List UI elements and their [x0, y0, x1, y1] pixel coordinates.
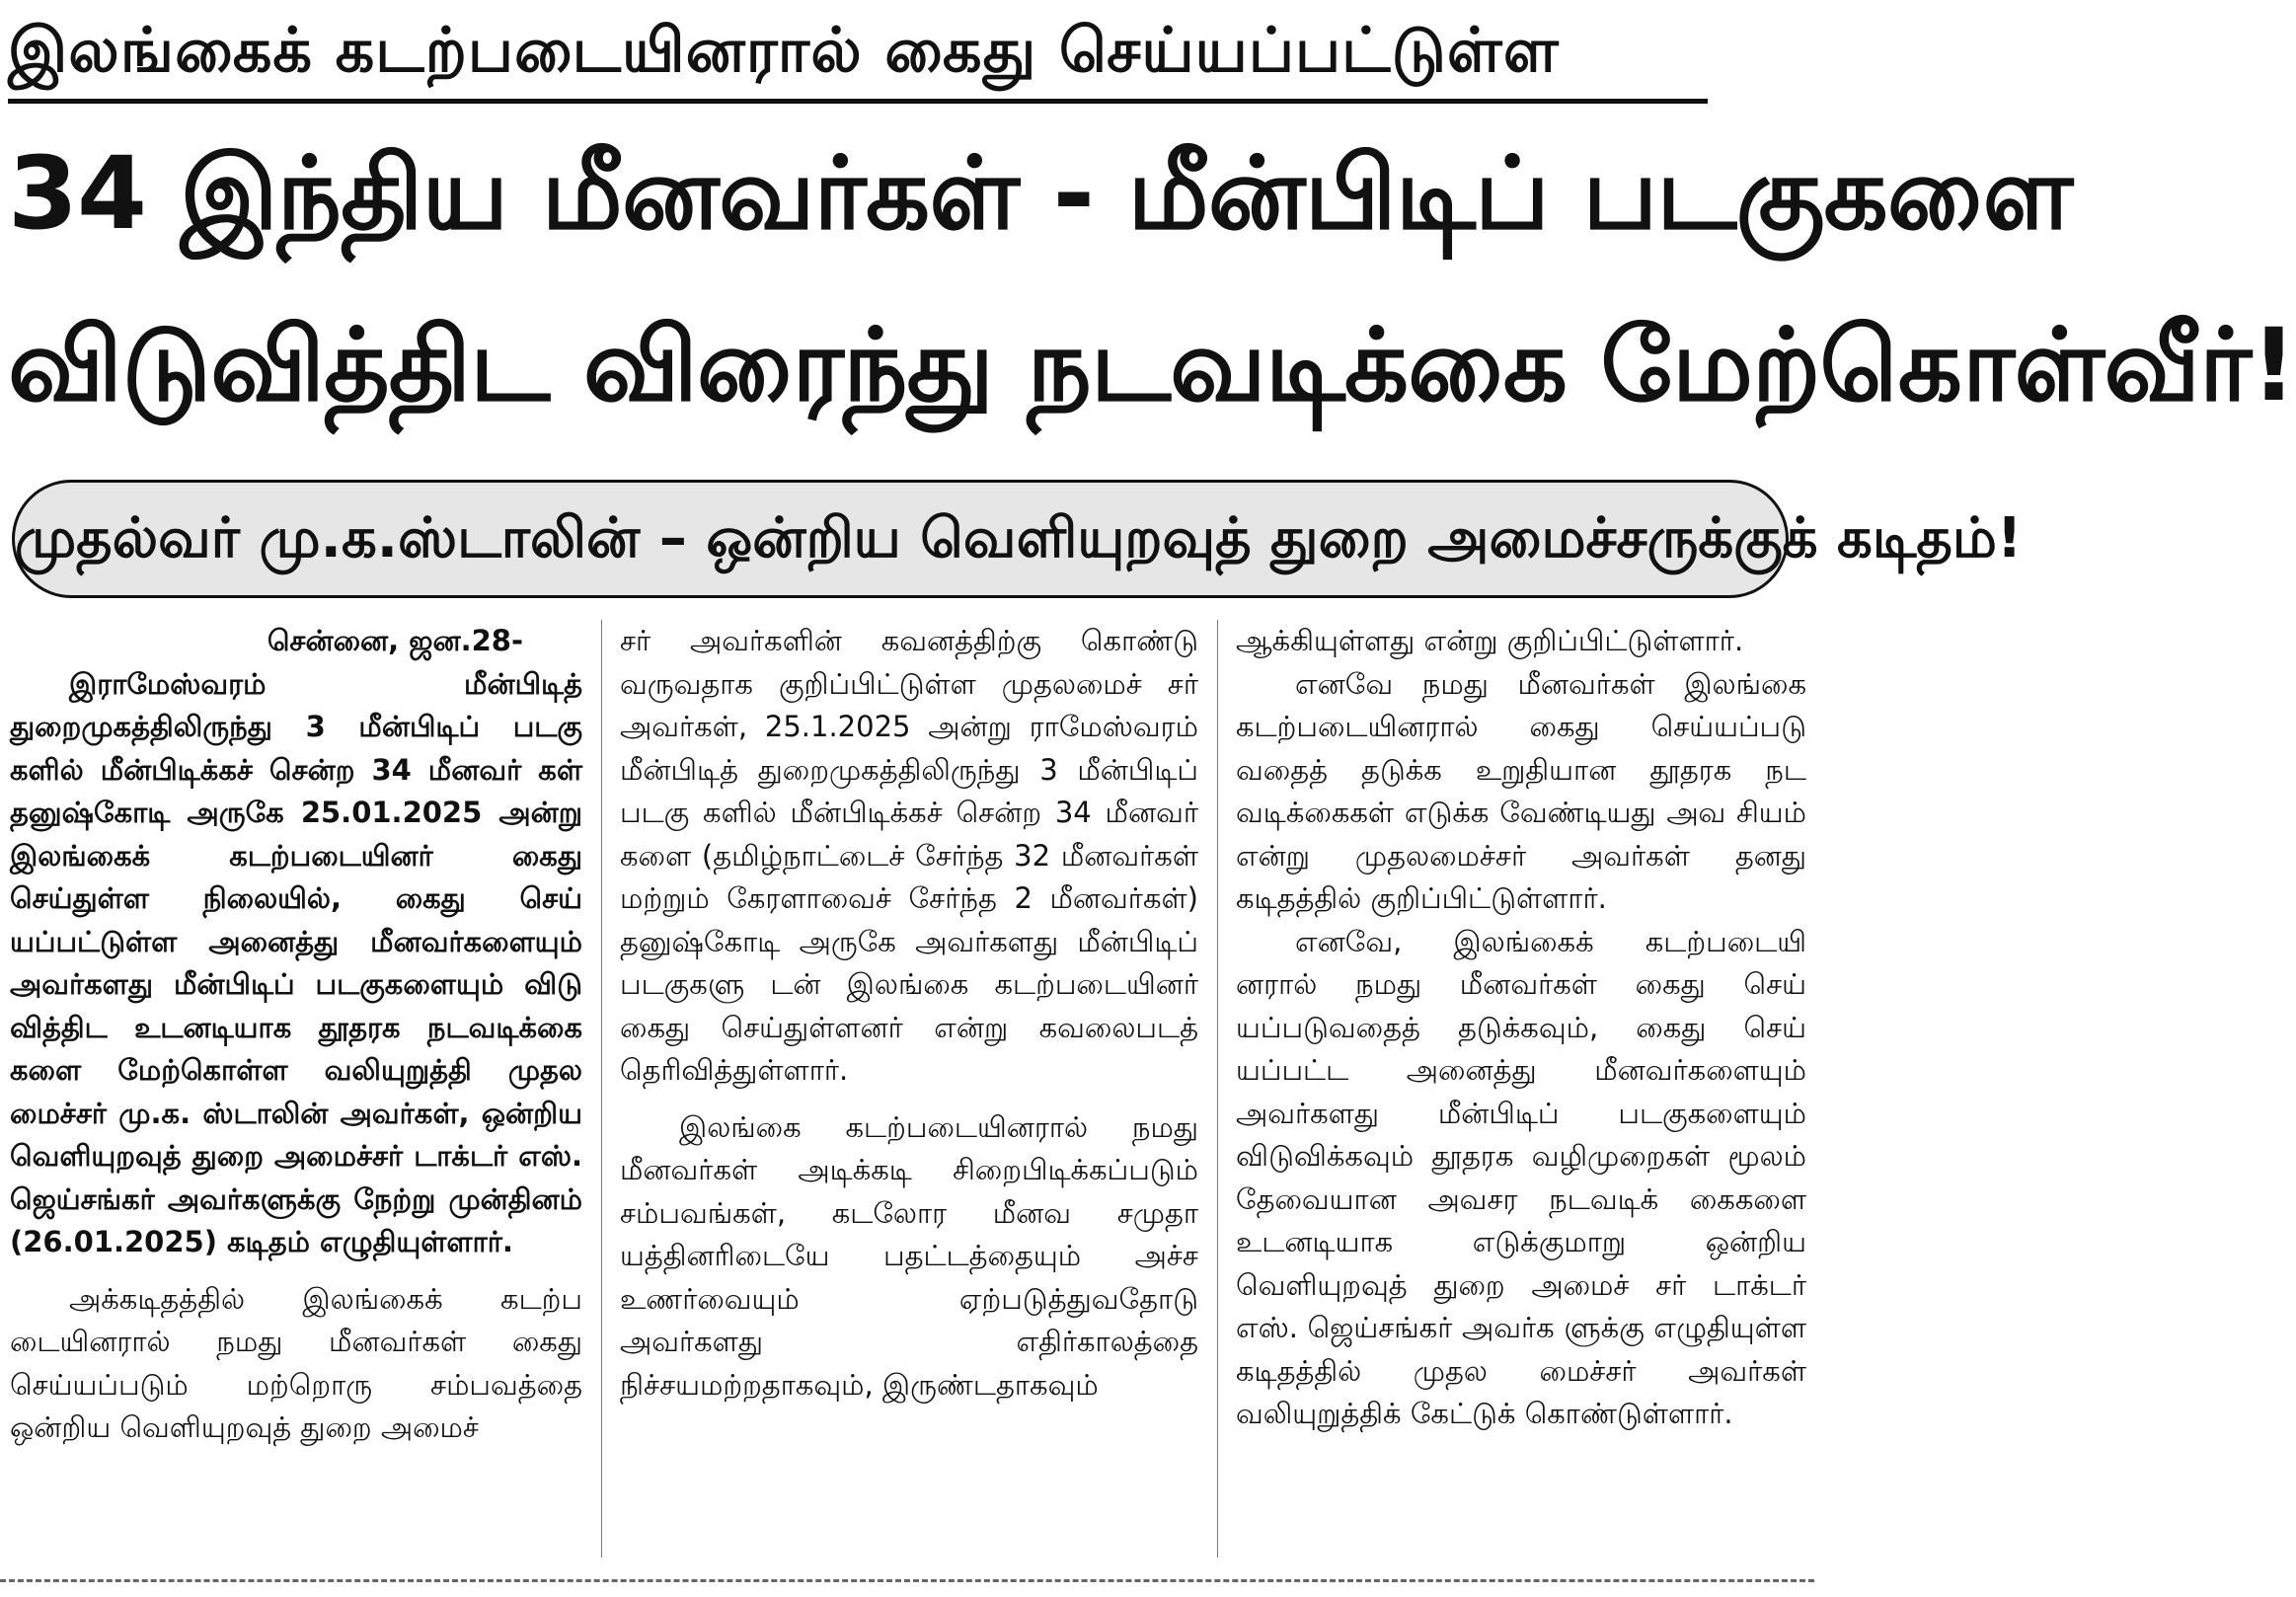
column-divider — [1217, 620, 1218, 1558]
paragraph: இலங்கை கடற்படையினரால் நமது மீனவர்கள் அடிக்கடி சிறைபிடிக்கப்படும் சம்பவங்கள், கடலோர மீனவ சமுதா யத்தினரிடையே பதட்டத்தையும் அச்ச உணர்வையும் ஏற்படுத்துவதோடு அவர்களது எதிர்காலத்தை நிச்சயமற்றதாகவும், இருண்டதாகவும் — [620, 1109, 1198, 1402]
paragraph: அக்கடிதத்தில் இலங்கைக் கடற்ப டையினரால் நமது மீனவர்கள் கைது செய்யப்படும் மற்றொரு சம்பவத்தை ஒன்றிய வெளியுறவுத் துறை அமைச் — [10, 1281, 582, 1444]
article-column-1 — [10, 620, 582, 1558]
paragraph: எனவே, இலங்கைக் கடற்படையி னரால் நமது மீனவர்கள் கைது செய் யப்படுவதைத் தடுக்கவும், கைது செய் யப்பட்ட அனைத்து மீனவர்களையும் அவர்களது மீன்பிடிப் படகுகளையும் விடுவிக்கவும் தூதரக வழிமுறைகள் மூலம் தேவையான அவசர நடவடிக் கைகளை உடனடியாக எடுக்குமாறு ஒன்றிய வெளியுறவுத் துறை அமைச் சர் டாக்டர் எஸ். ஜெய்சங்கர் அவர்க ளுக்கு எழுதியுள்ள கடிதத்தில் முதல மைச்சர் அவர்கள் வலியுறுத்திக் கேட்டுக் கொண்டுள்ளார். — [1236, 924, 1806, 1430]
paragraph: எனவே நமது மீனவர்கள் இலங்கை கடற்படையினரால் கைது செய்யப்படு வதைத் தடுக்க உறுதியான தூதரக நட வடிக்கைகள் எடுக்க வேண்டியது அவ சியம் என்று முதலமைச்சர் அவர்கள் தனது கடிதத்தில் குறிப்பிட்டுள்ளார். — [1236, 666, 1806, 915]
kicker-underline — [8, 99, 1708, 104]
dashed-bottom-border — [0, 1579, 1814, 1582]
article-column-2 — [620, 620, 1198, 1558]
paragraph: இராமேஸ்வரம் மீன்பிடித் துறைமுகத்திலிருந்து 3 மீன்பிடிப் படகு களில் மீன்பிடிக்கச் சென்ற 34 மீனவர் கள் தனுஷ்கோடி அருகே 25.01.2025 அன்று இலங்கைக் கடற்படையினர் கைது செய்துள்ள நிலையில், கைது செய் யப்பட்டுள்ள அனைத்து மீனவர்களையும் அவர்களது மீன்பிடிப் படகுகளையும் விடு வித்திட உடனடியாக தூதரக நடவடிக்கை களை மேற்கொள்ள வலியுறுத்தி முதல மைச்சர் மு.க. ஸ்டாலின் அவர்கள், ஒன்றிய வெளியுறவுத் துறை அமைச்சர் டாக்டர் எஸ். ஜெய்சங்கர் அவர்களுக்கு நேற்று முன்தினம் (26.01.2025) கடிதம் எழுதியுள்ளார். — [10, 666, 582, 1258]
paragraph: ஆக்கியுள்ளது என்று குறிப்பிட்டுள்ளார். — [1236, 624, 1744, 657]
article-column-3 — [1236, 620, 1806, 1558]
dateline: சென்னை, ஜன.28- — [267, 624, 523, 657]
column-divider — [601, 620, 602, 1558]
subheadline-banner: முதல்வர் மு.க.ஸ்டாலின் – ஒன்றிய வெளியுறவுத் துறை அமைச்சருக்குக் கடிதம்! — [12, 480, 1789, 598]
main-headline-line-2: விடுவித்திட விரைந்து நடவடிக்கை மேற்கொள்வீர்! — [8, 307, 2296, 424]
main-headline-line-1: 34 இந்திய மீனவர்கள் - மீன்பிடிப் படகுகளை — [8, 135, 2073, 253]
paragraph: சர் அவர்களின் கவனத்திற்கு கொண்டு வருவதாக குறிப்பிட்டுள்ள முதலமைச் சர் அவர்கள், 25.1.2025 அன்று ராமேஸ்வரம் மீன்பிடித் துறைமுகத்திலிருந்து 3 மீன்பிடிப் படகு களில் மீன்பிடிக்கச் சென்ற 34 மீனவர் களை (தமிழ்நாட்டைச் சேர்ந்த 32 மீனவர்கள் மற்றும் கேரளாவைச் சேர்ந்த 2 மீனவர்கள்) தனுஷ்கோடி அருகே அவர்களது மீன்பிடிப் படகுகளு டன் இலங்கை கடற்படையினர் கைது செய்துள்ளனர் என்று கவலைபடத் தெரிவித்துள்ளார். — [620, 624, 1198, 1087]
kicker-headline: இலங்கைக் கடற்படையினரால் கைது செய்யப்பட்டுள்ள — [8, 14, 1560, 86]
